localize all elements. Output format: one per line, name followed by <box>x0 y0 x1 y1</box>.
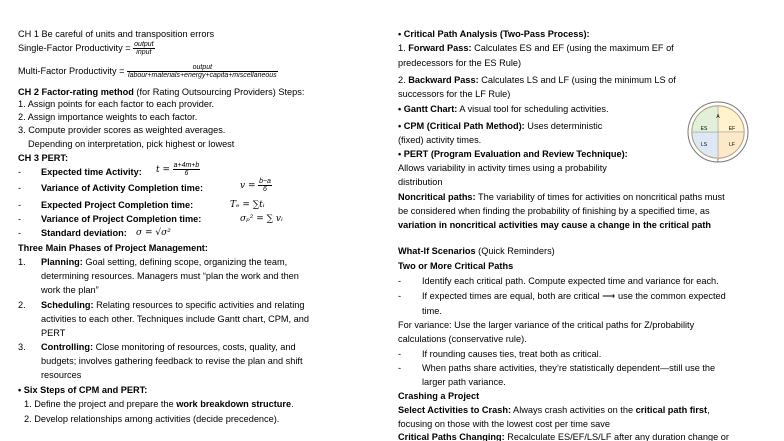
dash-bullet: - <box>398 276 402 286</box>
node-lf-label: LF <box>729 142 735 148</box>
cpa-title: • Critical Path Analysis (Two-Pass Process): <box>398 29 590 39</box>
multi-factor-fraction <box>127 64 278 79</box>
activity-node-diagram <box>685 96 751 166</box>
ch2-step-3: 3. Compute provider scores as weighted averages. <box>18 125 226 135</box>
multi-factor-label: Multi-Factor Productivity = <box>18 65 125 76</box>
forward-pass: 1. Forward Pass: Calculates ES and EF (using the maximum EF of <box>398 43 674 53</box>
phase-planning-line-3: work the plan” <box>41 285 99 295</box>
dash-bullet: - <box>398 291 402 301</box>
variance-item-2-line-2: larger path variance. <box>422 377 506 387</box>
dash-bullet: - <box>18 228 22 238</box>
pert-formula: t = $\frac{a+4m+b}{6}$ <box>156 162 200 177</box>
multi-factor-formula <box>18 64 278 79</box>
gantt-chart-item: • Gantt Chart: A visual tool for scheduling activities. <box>398 104 609 114</box>
noncritical-line-2: be considered when finding the probability of finishing by a specified time, as <box>398 206 710 216</box>
single-factor-formula <box>18 41 155 56</box>
critical-paths-changing: Critical Paths Changing: Recalculate ES/EF/LS/LF after any duration change or <box>398 432 729 441</box>
pert-label: Expected Project Completion time: <box>41 200 194 210</box>
single-factor-label: Single-Factor Productivity = <box>18 42 131 53</box>
forward-pass-line-2: predecessors for the ES Rule) <box>398 58 522 68</box>
node-duration-label: t <box>717 158 719 163</box>
phase-planning-line-2: determining resources. Managers must “plan the work and then <box>41 271 299 281</box>
multi-factor-denominator: labour+materials+energy+capita+miscellaneous <box>128 72 277 79</box>
select-activities: Select Activities to Crash: Always crash activities on the critical path first, <box>398 405 710 415</box>
pert-label: Variance of Project Completion time: <box>41 214 202 224</box>
node-ls-label: LS <box>700 142 708 148</box>
ch2-title <box>18 87 304 98</box>
dash-bullet: - <box>18 167 22 177</box>
dash-bullet: - <box>18 200 22 210</box>
dash-bullet: - <box>18 214 22 224</box>
for-variance: For variance: Use the larger variance of the critical paths for Z/probability <box>398 320 695 330</box>
what-if-title: What-If Scenarios (Quick Reminders) <box>398 246 555 256</box>
phase-scheduling-line-2: activities to each other. Techniques include Gantt chart, CPM, and <box>41 314 309 324</box>
ch1-title: CH 1 Be careful of units and transposition errors <box>18 29 215 39</box>
phase-controlling-line-2: budgets; involves gathering feedback to revise the plan and shift <box>41 356 303 366</box>
pert-formula: σₚ² = ∑ vᵢ <box>240 214 283 224</box>
pert-formula: v = $\frac{b-a}{6}$ <box>240 178 271 193</box>
single-factor-denominator: input <box>136 49 152 56</box>
for-variance-line-2: calculations (conservative rule). <box>398 334 527 344</box>
cpm-item-line-2: (fixed) activity times. <box>398 135 482 145</box>
multi-factor-numerator: output <box>127 64 278 72</box>
six-step-2: 2. Develop relationships among activities (decide precedence). <box>24 414 280 424</box>
ch2-step-2: 2. Assign importance weights to each factor. <box>18 112 198 122</box>
pert-item: • PERT (Program Evaluation and Review Technique): <box>398 149 628 159</box>
ch2-title-rest: (for Rating Outsourcing Providers) Steps: <box>133 87 305 97</box>
document-page: CH 1 Be careful of units and transposition errors Single-Factor Productivity = $\frac{\text{output}}{\text{input}}$ Multi-Factor Productivity = $\frac{\text{output}}{\text{labour+materials+energy+capita+miscellaneous}}$ CH 2 Factor-rating method (for Rating Outsourcing Providers) Steps: 1. Assign points for each factor to each provider. 2. Assign importance weights to each factor. 3. Compute provider scores as weighted averages. Depending on interpretation, pick highest or lowest CH 3 PERT: - Expected time Activity: t = $\frac{a+4m+b}{6}$ - Variance of Activity Completion time: v = $\frac{b-a}{6}$ - Expected Project Completion time: Tₑ = ∑tᵢ - Variance of Project Completion time: σₚ² = ∑ vᵢ - Standard deviation: σ = √σ² Three Main Phases of Project Management: 1. Planning: Goal setting, defining scope, organizing the team, determining resources. Managers must “plan the work and then work the plan” 2. Scheduling: Relating resources to specific activities and relating activities to each other. Techniques include Gantt chart, CPM, and PERT 3. Controlling: Close monitoring of resources, costs, quality, and budgets; involves gathering feedback to revise the plan and shift resources • Six Steps of CPM and PERT: 1. Define the project and prepare the work breakdown structure. 2. Develop relationships among activities (decide precedence). • Critical Path Analysis (Two-Pass Process): 1. Forward Pass: Calculates ES and EF (using the maximum EF of predecessors for the ES Rule) 2. Backward Pass: Calculates LS and LF (using the minimum LS of successors for the LF Rule) • Gantt Chart: A visual tool for scheduling activities. • CPM (Critical Path Method): Uses deterministic (fixed) activity times. • PERT (Program Evaluation and Review Technique): Allows variability in activity times using a probability distribution A ES EF LS LF t Noncritical paths: The variability of times for activities on noncritical paths must be considered when finding the probability of finishing by a specified time, as variation in noncritical activities may cause a change in the critical path What-If Scenarios (Quick Reminders) Two or More Critical Paths - Identify each critical path. Compute expected time and variance for each. - If expected times are equal, both are critical ⟶ use the common expected time. For variance: Use the larger variance of the critical paths for Z/probability calculations (conservative rule). - If rounding causes ties, treat both as critical. - When paths share activities, they’re statistically dependent—still use the larger path variance. Crashing a Project Select Activities to Crash: Always crash activities on the critical path first, focusing on those with the lowest cost per time save Critical Paths Changing: Recalculate ES/EF/LS/LF after any duration change or <box>0 0 784 441</box>
backward-pass-line-2: successors for the LF Rule) <box>398 89 511 99</box>
dash-bullet: - <box>398 349 402 359</box>
noncritical-paths: Noncritical paths: The variability of times for activities on noncritical paths must <box>398 192 725 202</box>
node-es-label: ES <box>700 126 708 132</box>
pert-label: Standard deviation: <box>41 228 127 238</box>
dash-bullet: - <box>18 183 22 193</box>
ch2-step-1: 1. Assign points for each factor to each provider. <box>18 99 215 109</box>
node-activity-label: A <box>716 114 720 120</box>
select-activities-line-2: focusing on those with the lowest cost per time save <box>398 419 610 429</box>
cpm-item: • CPM (Critical Path Method): Uses deterministic <box>398 121 603 131</box>
phases-title: Three Main Phases of Project Management: <box>18 243 208 253</box>
noncritical-line-3: variation in noncritical activities may cause a change in the critical path <box>398 220 711 230</box>
two-paths-item-2-line-2: time. <box>422 306 442 316</box>
pert-item-line-3: distribution <box>398 177 443 187</box>
single-factor-fraction <box>133 41 154 56</box>
crashing-title: Crashing a Project <box>398 391 480 401</box>
six-steps-title: • Six Steps of CPM and PERT: <box>18 385 148 395</box>
ch3-title: CH 3 PERT: <box>18 153 69 163</box>
pert-formula: σ = √σ² <box>136 228 171 238</box>
six-step-1: 1. Define the project and prepare the work breakdown structure. <box>24 399 294 409</box>
ch2-title-bold: CH 2 Factor-rating method <box>18 87 134 97</box>
pert-label: Variance of Activity Completion time: <box>41 183 204 193</box>
phase-controlling-line-3: resources <box>41 370 82 380</box>
pert-label: Expected time Activity: <box>41 167 142 177</box>
two-critical-paths-title: Two or More Critical Paths <box>398 261 514 271</box>
backward-pass: 2. Backward Pass: Calculates LS and LF (using the minimum LS of <box>398 75 676 85</box>
single-factor-numerator: output <box>134 41 154 48</box>
node-ef-label: EF <box>728 126 736 132</box>
phase-scheduling-line-3: PERT <box>41 328 66 338</box>
pert-item-line-2: Allows variability in activity times using a probability <box>398 163 607 173</box>
dash-bullet: - <box>398 363 402 373</box>
ch2-note: Depending on interpretation, pick highest or lowest <box>28 139 235 149</box>
pert-formula: Tₑ = ∑tᵢ <box>230 200 265 210</box>
